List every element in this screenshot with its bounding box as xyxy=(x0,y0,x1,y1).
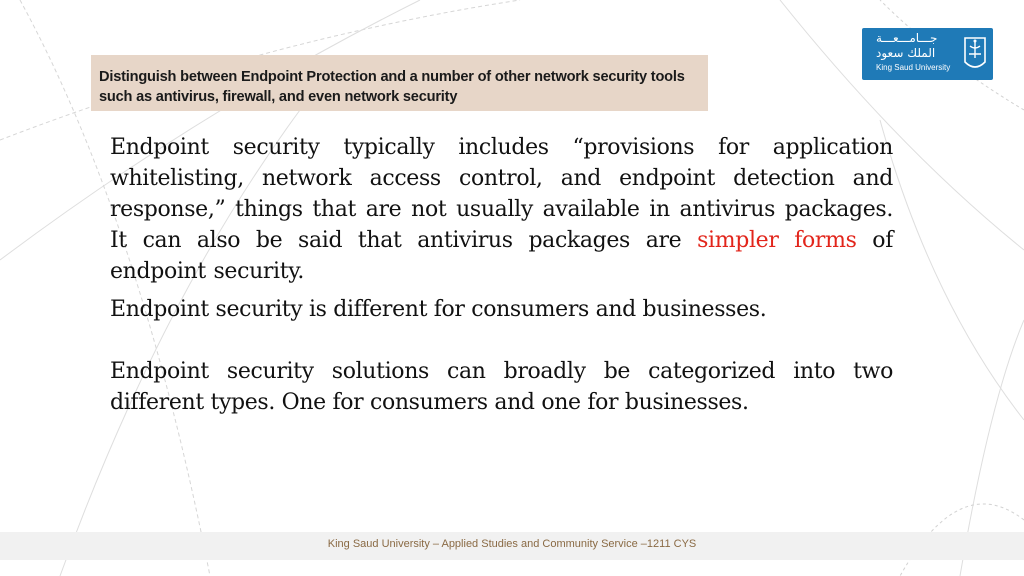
paragraph-consumers-businesses: Endpoint security is different for consumers and businesses. xyxy=(110,297,767,322)
paragraph-solution-types: Endpoint security solutions can broadly be categorized into two different types. One for consumers and one for businesses. xyxy=(110,359,893,415)
paragraph1-text-start: Endpoint security typically includes “provisions for application whitelisting, network access control, and endpoint detection and response,” things that are not usually available in antivirus packages. It can also be said that antivirus packages are xyxy=(110,135,893,253)
footer-text: King Saud University – Applied Studies and Community Service –1211 CYS xyxy=(327,538,697,550)
paragraph1-text-end: of endpoint security. xyxy=(110,228,893,284)
logo-arabic-line2: الملك سعود xyxy=(876,46,936,60)
logo-arabic-line1: جـــامـــعـــة xyxy=(876,31,938,45)
paragraph-endpoint-security-includes xyxy=(110,132,893,287)
slide-title: Distinguish between Endpoint Protection and a number of other network security tools such as antivirus, firewall, and even network security xyxy=(91,55,708,111)
ksu-emblem-icon xyxy=(961,32,989,76)
logo-english-name: King Saud University xyxy=(876,63,951,72)
highlighted-phrase: simpler forms xyxy=(697,228,857,253)
university-logo xyxy=(862,28,993,80)
